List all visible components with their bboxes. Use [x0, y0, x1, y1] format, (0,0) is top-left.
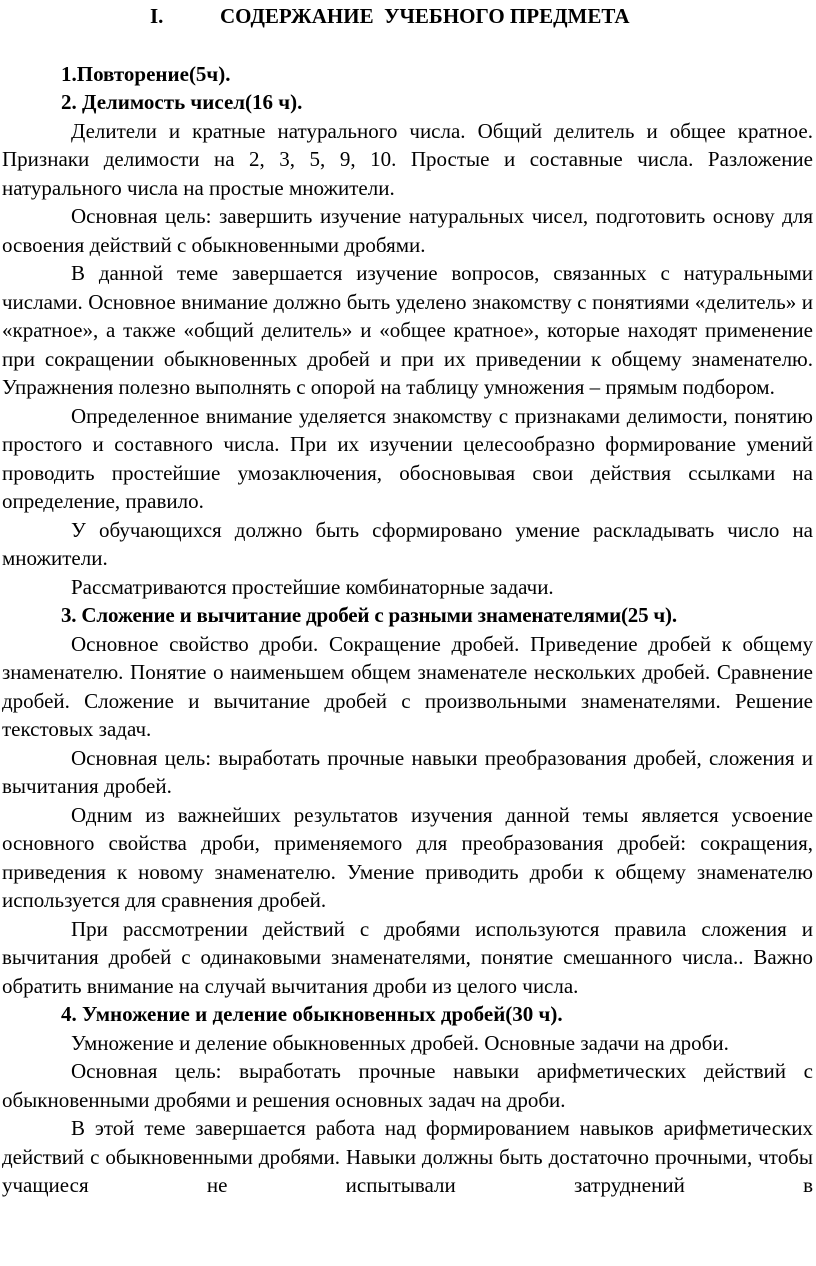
paragraph: Делители и кратные натурального числа. Общий делитель и общее кратное. Признаки делимости на 2, 3, 5, 9, 10. Простые и составные числа. Разложение натурального числа на простые множители.	[2, 118, 813, 200]
section-heading-1: 1.Повторение(5ч).	[61, 61, 231, 86]
paragraph: Основная цель: выработать прочные навыки арифметических действий с обыкновенными дробями и решения основных задач на дроби.	[2, 1059, 813, 1112]
paragraph: Основное свойство дроби. Сокращение дробей. Приведение дробей к общему знаменателю. Понятие о наименьшем общем знаменателе нескольких дробей. Сравнение дробей. Сложение и вычитание дробей с произвольными знаменателями. Решение текстовых задач.	[2, 631, 813, 741]
paragraph: В данной теме завершается изучение вопросов, связанных с натуральными числами. Основное внимание должно быть уделено знакомству с понятиями «делитель» и «кратное», а также «общий делитель» и «общее кратное», которые находят применение при сокращении обыкновенных дробей и при их приведении к общему знаменателю. Упражнения полезно выполнять с опорой на таблицу умножения – прямым подбором.	[2, 261, 813, 399]
paragraph: Умножение и деление обыкновенных дробей. Основные задачи на дроби.	[71, 1030, 729, 1055]
paragraph: Основная цель: выработать прочные навыки преобразования дробей, сложения и вычитания дробей.	[2, 745, 813, 798]
paragraph: У обучающихся должно быть сформировано умение раскладывать число на множители.	[2, 517, 813, 570]
title-spacer	[2, 31, 813, 60]
paragraph: При рассмотрении действий с дробями используются правила сложения и вычитания дробей с одинаковыми знаменателями, понятие смешанного числа.. Важно обратить внимание на случай вычитания дроби из целого числа.	[2, 916, 813, 998]
paragraph: Одним из важнейших результатов изучения данной темы является усвоение основного свойства дроби, применяемого для преобразования дробей: сокращения, приведения к новому знаменателю. Умение приводить дроби к общему знаменателю используется для сравнения дробей.	[2, 802, 813, 912]
paragraph: Определенное внимание уделяется знакомству с признаками делимости, понятию простого и составного числа. При их изучении целесообразно формирование умений проводить простейшие умозаключения, обосновывая свои действия ссылками на определение, правило.	[2, 403, 813, 513]
section-heading-3: 3. Сложение и вычитание дробей с разными знаменателями(25 ч).	[61, 603, 677, 627]
chapter-title-text: СОДЕРЖАНИЕ УЧЕБНОГО ПРЕДМЕТА	[220, 4, 630, 28]
section-heading-2: 2. Делимость чисел(16 ч).	[61, 90, 303, 114]
chapter-title	[2, 0, 813, 31]
chapter-number: I.	[150, 4, 164, 28]
section-heading-4: 4. Умножение и деление обыкновенных дробей(30 ч).	[61, 1002, 563, 1026]
paragraph: Основная цель: завершить изучение натуральных чисел, подготовить основу для освоения действий с обыкновенными дробями.	[2, 204, 813, 257]
paragraph: В этой теме завершается работа над формированием навыков арифметических действий с обыкновенными дробями. Навыки должны быть достаточно прочными, чтобы учащиеся не испытывали затруднений в	[2, 1116, 813, 1197]
paragraph: Рассматриваются простейшие комбинаторные задачи.	[71, 574, 554, 599]
